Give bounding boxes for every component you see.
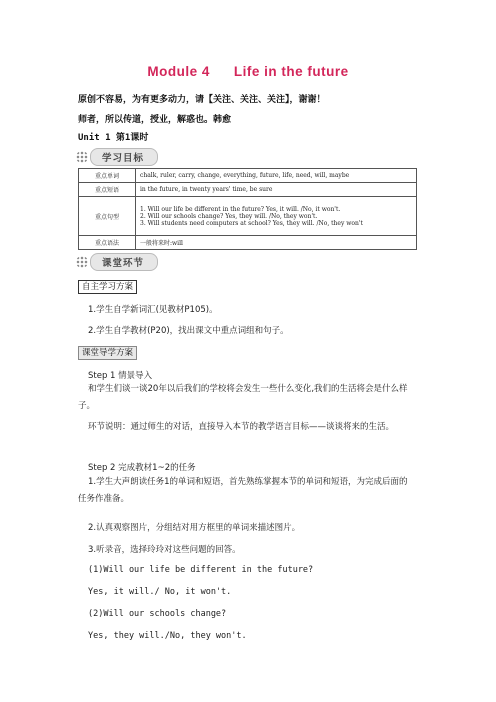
goal-value: chalk, ruler, carry, change, everything, future, life, need, will, maybe <box>136 169 417 183</box>
banner-learning-goals <box>76 147 158 167</box>
class-guide-label: 课堂导学方案 <box>78 346 137 360</box>
step1-note: 环节说明：通过师生的对话，直接导入本节的教学语言目标——谈谈将来的生活。 <box>88 422 395 432</box>
module-label: Module 4 <box>147 64 210 79</box>
goal-key: 重点句型 <box>79 197 136 236</box>
goal-key: 重点语法 <box>79 236 136 250</box>
step2-item-1: 1.学生大声朗读任务1的单词和短语，首先熟练掌握本节的单词和短语，为完成后面的任务作准备。 <box>78 477 408 504</box>
table-row <box>79 236 417 250</box>
unit-heading: Unit 1 第1课时 <box>78 133 149 143</box>
dots-icon <box>76 151 88 163</box>
notice-line: 原创不容易，为有更多动力，请【关注、关注、关注】，谢谢！ <box>78 95 326 105</box>
step2-item-3: 3.听录音，选择玲玲对这些问题的回答。 <box>88 545 241 555</box>
goal-value <box>136 197 417 236</box>
answer-1: Yes, it will./ No, it won't. <box>88 587 232 597</box>
banner-class-steps <box>76 252 158 272</box>
goal-key: 重点短语 <box>79 183 136 197</box>
step2-item-2: 2.认真观察图片，分组结对用方框里的单词来描述图片。 <box>88 523 301 533</box>
table-row <box>79 169 417 183</box>
dots-icon <box>76 256 88 268</box>
goal-key: 重点单词 <box>79 169 136 183</box>
table-row <box>79 197 417 236</box>
page-title <box>0 64 496 79</box>
quote-line: 师者，所以传道，授业，解惑也。韩愈 <box>78 115 232 125</box>
list-item: 1.学生自学新词汇(见教材P105)。 <box>88 305 218 315</box>
step1-title: Step 1 情景导入 <box>88 371 153 381</box>
step1-text: 和学生们谈一谈20年以后我们的学校将会发生一些什么变化,我们的生活将会是什么样子。 <box>78 384 408 411</box>
goals-table <box>78 168 417 250</box>
question-2: (2)Will our schools change? <box>88 609 227 619</box>
sentence-pattern: 2. Will our schools change? Yes, they will. /No, they won't. <box>140 212 318 220</box>
self-study-label: 自主学习方案 <box>78 280 137 294</box>
banner-class-steps-label: 课堂环节 <box>102 258 145 269</box>
sentence-pattern: 1. Will our life be different in the future? Yes, it will. /No, it won't. <box>140 205 341 213</box>
goal-value: in the future, in twenty years' time, be sure <box>136 183 417 197</box>
sentence-pattern: 3. Will students need computers at school? Yes, they will. /No, they won't <box>140 219 363 227</box>
banner-learning-goals-label: 学习目标 <box>102 153 145 164</box>
goal-value: 一般将来时:will <box>136 236 417 250</box>
module-topic: Life in the future <box>233 64 349 79</box>
table-row <box>79 183 417 197</box>
list-item: 2.学生自学教材(P20)，找出课文中重点词组和句子。 <box>88 326 289 336</box>
question-1: (1)Will our life be different in the future? <box>88 565 314 575</box>
answer-2: Yes, they will./No, they won't. <box>88 631 247 641</box>
step2-title: Step 2 完成教材1~2的任务 <box>88 463 196 473</box>
